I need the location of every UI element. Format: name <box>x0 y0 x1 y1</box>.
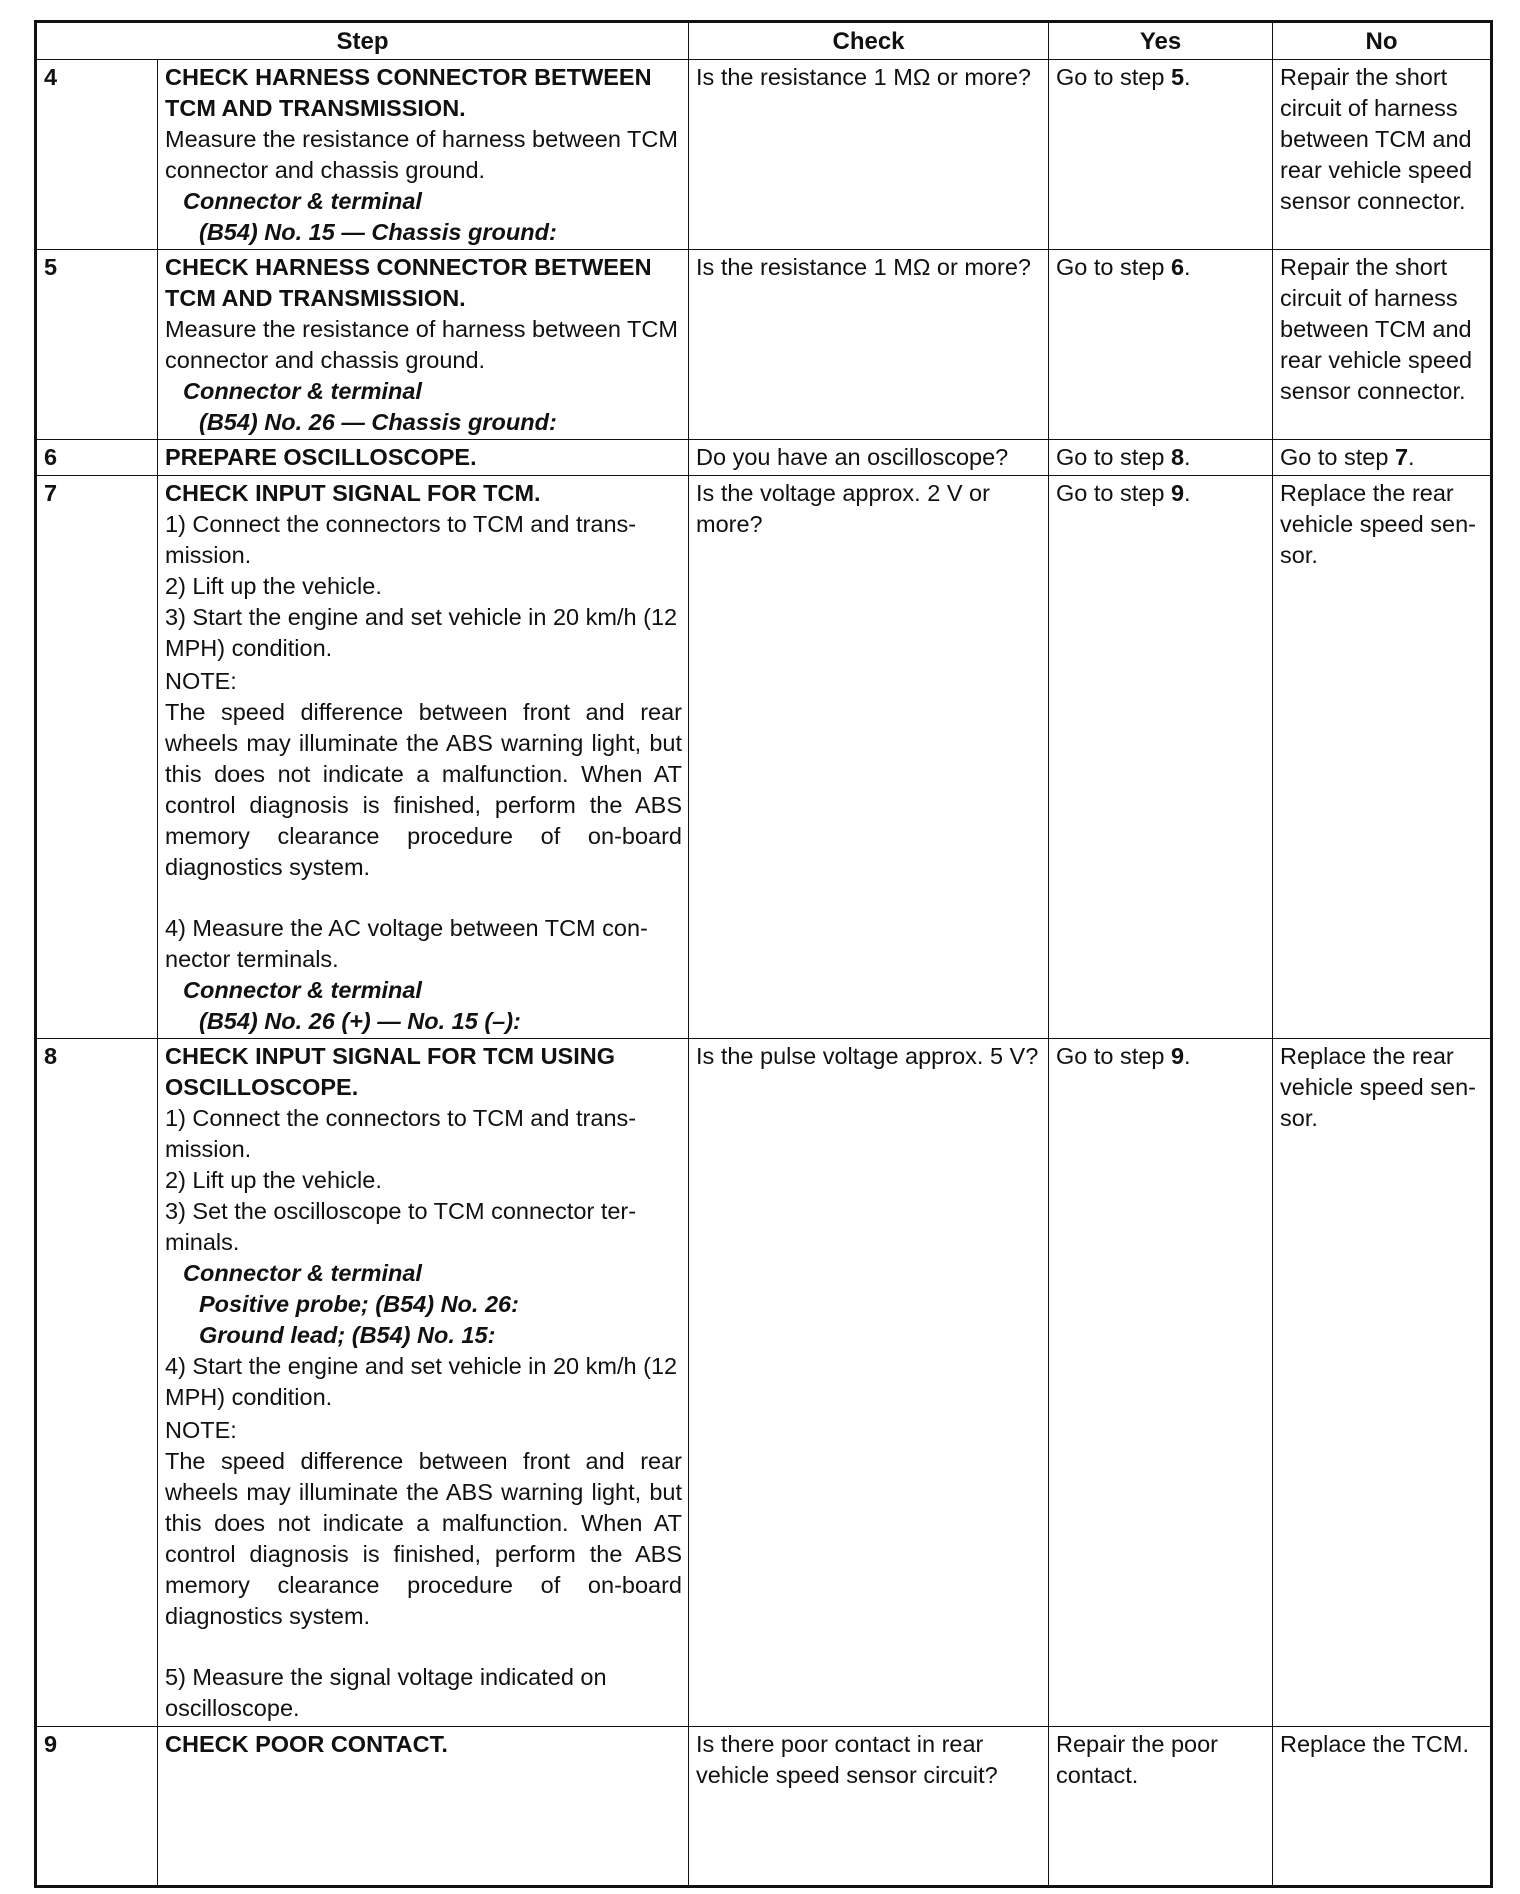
check-cell: Is the resistance 1 MΩ or more? <box>689 250 1049 440</box>
no-suffix: . <box>1408 444 1415 470</box>
step-instruction: 5) Measure the signal voltage indicated on oscilloscope. <box>165 1664 607 1721</box>
step-cell <box>158 1039 689 1727</box>
table-row <box>36 440 1492 476</box>
yes-prefix: Go to step <box>1056 254 1171 280</box>
step-text: Measure the resistance of harness between TCM connector and chassis ground. <box>165 316 678 373</box>
connector-terminal-value: (B54) No. 26 (+) — No. 15 (–): <box>199 1008 521 1034</box>
header-yes: Yes <box>1049 22 1273 60</box>
yes-cell: Repair the poor contact. <box>1049 1727 1273 1887</box>
yes-step-ref: 5 <box>1170 64 1185 90</box>
diagnostic-table <box>34 20 1493 1888</box>
connector-terminal-value: (B54) No. 15 — Chassis ground: <box>199 219 557 245</box>
header-row <box>36 22 1492 60</box>
yes-cell <box>1049 60 1273 250</box>
note-text: The speed difference between front and rear wheels may illuminate the ABS warning light, but this does not indicate a malfunction. When AT control diagnosis is finished, perform the ABS memory clearance procedure of on-board diagnostics system. <box>165 1448 683 1629</box>
step-cell <box>158 476 689 1039</box>
step-title: PREPARE OSCILLOSCOPE. <box>165 444 477 470</box>
table-row <box>36 250 1492 440</box>
connector-terminal-label: Connector & terminal <box>183 1260 422 1286</box>
step-instruction: 3) Start the engine and set vehicle in 20 km/h (12 MPH) condition. <box>165 604 678 661</box>
yes-prefix: Go to step <box>1056 64 1171 90</box>
check-cell: Is there poor contact in rear vehicle speed sensor circuit? <box>689 1727 1049 1887</box>
yes-suffix: . <box>1184 444 1191 470</box>
connector-terminal-label: Connector & terminal <box>183 378 422 404</box>
check-cell: Is the resistance 1 MΩ or more? <box>689 60 1049 250</box>
step-instruction: 3) Set the oscilloscope to TCM connector ter-minals. <box>165 1198 637 1255</box>
connector-terminal-label: Connector & terminal <box>183 977 422 1003</box>
step-title: CHECK HARNESS CONNECTOR BETWEEN TCM AND TRANSMISSION. <box>165 64 652 121</box>
yes-step-ref: 9 <box>1170 480 1185 506</box>
step-instruction: 2) Lift up the vehicle. <box>165 573 382 599</box>
step-number: 9 <box>36 1727 158 1887</box>
check-cell: Is the voltage approx. 2 V or more? <box>689 476 1049 1039</box>
yes-suffix: . <box>1184 64 1191 90</box>
no-cell: Replace the rear vehicle speed sen-sor. <box>1273 1039 1492 1727</box>
step-cell <box>158 250 689 440</box>
step-cell <box>158 60 689 250</box>
yes-prefix: Go to step <box>1056 444 1171 470</box>
step-instruction: 2) Lift up the vehicle. <box>165 1167 382 1193</box>
step-instruction: 1) Connect the connectors to TCM and trans-mission. <box>165 1105 637 1162</box>
yes-prefix: Go to step <box>1056 1043 1171 1069</box>
header-step: Step <box>36 22 689 60</box>
header-no: No <box>1273 22 1492 60</box>
yes-cell <box>1049 250 1273 440</box>
no-step-ref: 7 <box>1394 444 1409 470</box>
no-cell <box>1273 440 1492 476</box>
step-cell <box>158 440 689 476</box>
yes-suffix: . <box>1184 480 1191 506</box>
yes-suffix: . <box>1184 1043 1191 1069</box>
step-number: 6 <box>36 440 158 476</box>
note-label: NOTE: <box>165 668 237 694</box>
step-title: CHECK INPUT SIGNAL FOR TCM. <box>165 480 541 506</box>
step-instruction: 4) Start the engine and set vehicle in 20 km/h (12 MPH) condition. <box>165 1353 678 1410</box>
connector-terminal-value: Positive probe; (B54) No. 26: <box>199 1291 519 1317</box>
yes-step-ref: 9 <box>1170 1043 1185 1069</box>
step-number: 8 <box>36 1039 158 1727</box>
header-check: Check <box>689 22 1049 60</box>
table-row <box>36 476 1492 1039</box>
no-cell: Replace the rear vehicle speed sen-sor. <box>1273 476 1492 1039</box>
note-text: The speed difference between front and rear wheels may illuminate the ABS warning light, but this does not indicate a malfunction. When AT control diagnosis is finished, perform the ABS memory clearance procedure of on-board diagnostics system. <box>165 699 683 880</box>
no-prefix: Go to step <box>1280 444 1395 470</box>
yes-cell <box>1049 476 1273 1039</box>
no-cell: Repair the short circuit of harness between TCM and rear vehicle speed sensor connector. <box>1273 250 1492 440</box>
connector-terminal-value: (B54) No. 26 — Chassis ground: <box>199 409 557 435</box>
step-instruction: 1) Connect the connectors to TCM and trans-mission. <box>165 511 637 568</box>
check-cell: Is the pulse voltage approx. 5 V? <box>689 1039 1049 1727</box>
step-text: Measure the resistance of harness between TCM connector and chassis ground. <box>165 126 678 183</box>
no-cell: Replace the TCM. <box>1273 1727 1492 1887</box>
step-title: CHECK HARNESS CONNECTOR BETWEEN TCM AND TRANSMISSION. <box>165 254 652 311</box>
connector-terminal-label: Connector & terminal <box>183 188 422 214</box>
step-number: 5 <box>36 250 158 440</box>
spacer <box>165 1632 682 1662</box>
note-label: NOTE: <box>165 1417 237 1443</box>
spacer <box>165 883 682 913</box>
step-title: CHECK INPUT SIGNAL FOR TCM USING OSCILLOSCOPE. <box>165 1043 615 1100</box>
table-row <box>36 1039 1492 1727</box>
yes-step-ref: 8 <box>1170 444 1185 470</box>
yes-prefix: Go to step <box>1056 480 1171 506</box>
step-number: 4 <box>36 60 158 250</box>
yes-step-ref: 6 <box>1170 254 1185 280</box>
connector-terminal-value: Ground lead; (B54) No. 15: <box>199 1322 496 1348</box>
step-cell <box>158 1727 689 1887</box>
step-title: CHECK POOR CONTACT. <box>165 1731 448 1757</box>
yes-suffix: . <box>1184 254 1191 280</box>
step-number: 7 <box>36 476 158 1039</box>
yes-cell <box>1049 440 1273 476</box>
no-cell: Repair the short circuit of harness between TCM and rear vehicle speed sensor connector. <box>1273 60 1492 250</box>
step-instruction: 4) Measure the AC voltage between TCM con-nector terminals. <box>165 915 648 972</box>
check-cell: Do you have an oscilloscope? <box>689 440 1049 476</box>
table-row <box>36 1727 1492 1887</box>
yes-cell <box>1049 1039 1273 1727</box>
table-row <box>36 60 1492 250</box>
